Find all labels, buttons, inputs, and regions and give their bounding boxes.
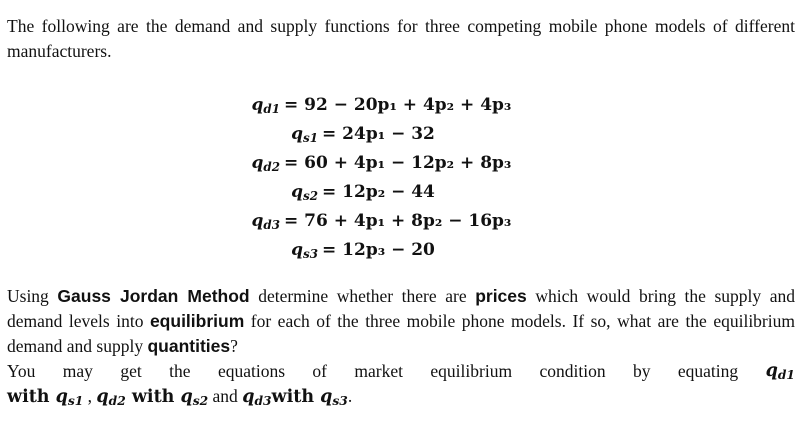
question-paragraph: Using Gauss Jordan Method determine whether there are prices which would bring the supply and demand levels into equilibrium for each of the three mobile phone models. If so, what are the equilibrium demand and supply quantities? You may get the equations of market equilibrium condition by equating $q_{d1}$ with $q_{s1}$ , $q_{d2}$ with $q_{s2}$ and $q_{d3}with$ $q_{s3}$. — [7, 286, 796, 409]
question-line: You may get the equations of market equilibrium condition by equating $q_{d1}$ — [7, 361, 795, 383]
equation-lhs: $q_{d2}$ — [251, 153, 280, 174]
equation-lhs: $q_{s3}$ — [291, 240, 318, 261]
equation-lhs: $q_{d3}$ — [251, 211, 280, 232]
equation-block — [0, 95, 806, 269]
equation-rhs: = 60 + 4p₁ − 12p₂ + 8p₃ — [284, 153, 512, 173]
equation-rhs: = 76 + 4p₁ + 8p₂ − 16p₃ — [284, 211, 512, 231]
quantities-term: quantities — [147, 336, 231, 356]
question-line: with $q_{s1}$ , $q_{d2}$ with $q_{s2}$ and $q_{d3}with$ $q_{s3}$. — [7, 386, 353, 409]
equation-row — [0, 240, 806, 269]
equation-rhs: = 12p₂ − 44 — [322, 182, 435, 202]
equilibrium-term: equilibrium — [149, 311, 245, 331]
equation-row — [0, 124, 806, 153]
equation-rhs: = 24p₁ − 32 — [322, 124, 435, 144]
equation-row — [0, 153, 806, 182]
equation-lhs: $q_{d1}$ — [251, 95, 280, 116]
equation-row — [0, 211, 806, 240]
intro-paragraph: The following are the demand and supply functions for three competing mobile phone models of different manufacturers. — [7, 16, 795, 61]
equation-row — [0, 182, 806, 211]
method-term: Gauss Jordan Method — [57, 286, 250, 306]
equation-rhs: = 12p₃ − 20 — [322, 240, 435, 260]
equation-row — [0, 95, 806, 124]
equation-lhs: $q_{s1}$ — [291, 124, 318, 145]
equation-rhs: = 92 − 20p₁ + 4p₂ + 4p₃ — [284, 95, 512, 115]
variable-qd1: $q_{d1}$ — [765, 361, 795, 383]
equation-lhs: $q_{s2}$ — [291, 182, 318, 203]
prices-term: prices — [475, 286, 527, 306]
